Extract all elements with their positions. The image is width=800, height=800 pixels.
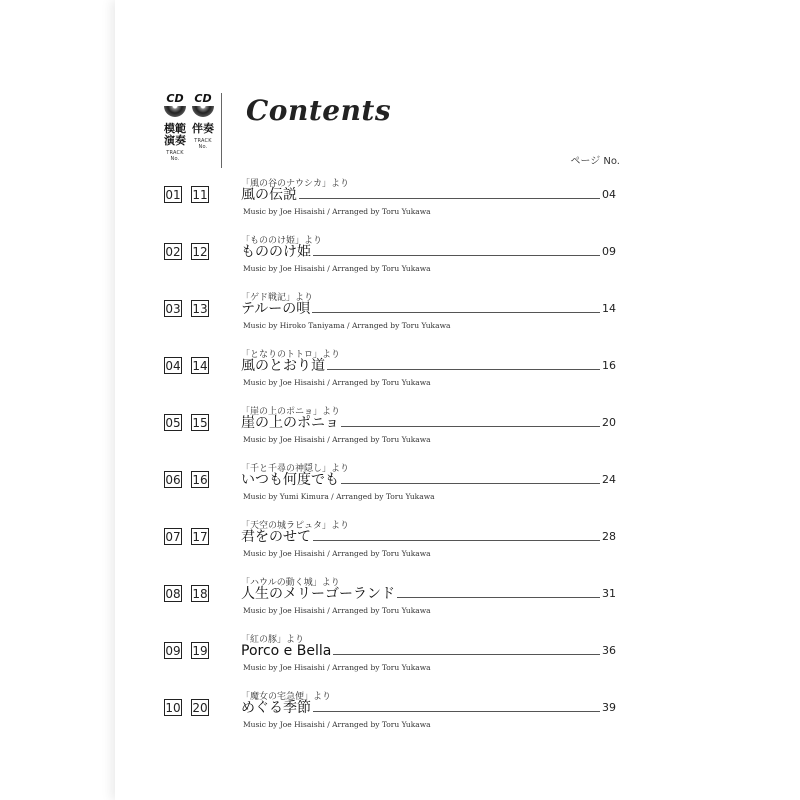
contents-entry[interactable]: [0, 689, 800, 746]
contents-entry[interactable]: [0, 518, 800, 575]
accompaniment-track-number: 15: [192, 416, 208, 430]
leader-line: [341, 426, 600, 427]
accompaniment-track-number: 19: [192, 644, 208, 658]
entry-title-row: [241, 414, 616, 432]
entry-title-row: [241, 300, 616, 318]
entry-title-row: [241, 642, 616, 660]
entry-page-number: 36: [602, 644, 616, 657]
contents-entry[interactable]: [0, 404, 800, 461]
entry-title-row: [241, 699, 616, 717]
demo-track-number: 01: [165, 188, 181, 202]
entry-page-number: 04: [602, 188, 616, 201]
leader-line: [397, 597, 600, 598]
cd-logo: CD: [166, 92, 184, 105]
leader-line: [313, 540, 600, 541]
header-divider: [221, 93, 222, 168]
demo-track-number: 04: [165, 359, 181, 373]
contents-entry[interactable]: [0, 461, 800, 518]
contents-entry[interactable]: [0, 290, 800, 347]
leader-line: [299, 198, 600, 199]
entry-title[interactable]: 人生のメリーゴーランド: [241, 586, 395, 602]
demo-track-number: 09: [165, 644, 181, 658]
entry-page-number: 16: [602, 359, 616, 372]
entry-credit: Music by Joe Hisaishi / Arranged by Toru Yukawa: [243, 207, 431, 216]
demo-track-number: 03: [165, 302, 181, 316]
accompaniment-track-number: 20: [192, 701, 208, 715]
entry-title-row: [241, 243, 616, 261]
entry-page-number: 31: [602, 587, 616, 600]
demo-track-number: 10: [165, 701, 181, 715]
entry-source: 「崖の上のポニョ」より: [241, 407, 341, 417]
entry-title[interactable]: 崖の上のポニョ: [241, 415, 339, 431]
entry-page-number: 28: [602, 530, 616, 543]
leader-line: [327, 369, 600, 370]
cd-logo: CD: [194, 92, 212, 105]
leader-line: [333, 654, 600, 655]
entry-page-number: 09: [602, 245, 616, 258]
contents-entry[interactable]: [0, 347, 800, 404]
entry-credit: Music by Hiroko Taniyama / Arranged by Toru Yukawa: [243, 321, 451, 330]
entry-page-number: 24: [602, 473, 616, 486]
cd-disc-icon: [164, 106, 186, 117]
entry-source: 「もののけ姫」より: [241, 236, 323, 246]
entry-title-row: [241, 585, 616, 603]
leader-line: [341, 483, 600, 484]
contents-entry[interactable]: [0, 233, 800, 290]
entry-source: 「紅の豚」より: [241, 635, 305, 645]
leader-line: [312, 312, 600, 313]
leader-line: [313, 255, 600, 256]
entry-credit: Music by Joe Hisaishi / Arranged by Toru Yukawa: [243, 663, 431, 672]
entry-source: 「ゲド戦記」より: [241, 293, 314, 303]
entry-source: 「風の谷のナウシカ」より: [241, 179, 350, 189]
entry-title[interactable]: めぐる季節: [241, 700, 311, 716]
entry-title[interactable]: 風の伝説: [241, 187, 297, 203]
demo-track-number: 08: [165, 587, 181, 601]
entry-source: 「魔女の宅急便」より: [241, 692, 332, 702]
entry-credit: Music by Joe Hisaishi / Arranged by Toru Yukawa: [243, 549, 431, 558]
entry-title[interactable]: Porco e Bella: [241, 643, 332, 659]
cd-demo-column: [162, 93, 188, 162]
leader-line: [313, 711, 600, 712]
contents-entry[interactable]: [0, 575, 800, 632]
demo-track-number: 02: [165, 245, 181, 259]
page-title: Contents: [246, 94, 392, 127]
entry-title[interactable]: 風のとおり道: [241, 358, 325, 374]
entry-credit: Music by Yumi Kimura / Arranged by Toru Yukawa: [243, 492, 435, 501]
accompaniment-track-number: 18: [192, 587, 208, 601]
contents-entry[interactable]: [0, 632, 800, 689]
page-number-label: ページ No.: [570, 156, 620, 167]
entry-title[interactable]: もののけ姫: [241, 244, 311, 260]
entry-title-row: [241, 357, 616, 375]
entry-title[interactable]: テルーの唄: [241, 301, 311, 317]
cd-track-label: TRACK No.: [194, 138, 212, 150]
demo-track-number: 06: [165, 473, 181, 487]
entry-credit: Music by Joe Hisaishi / Arranged by Toru Yukawa: [243, 720, 431, 729]
cd-track-label: TRACK No.: [166, 150, 184, 162]
cd-kind-label: 伴奏: [192, 122, 214, 135]
demo-track-number: 07: [165, 530, 181, 544]
entry-credit: Music by Joe Hisaishi / Arranged by Toru Yukawa: [243, 264, 431, 273]
entry-page-number: 14: [602, 302, 616, 315]
entry-source: 「天空の城ラピュタ」より: [241, 521, 350, 531]
contents-entry[interactable]: [0, 176, 800, 233]
demo-track-number: 05: [165, 416, 181, 430]
accompaniment-track-number: 11: [192, 188, 208, 202]
entry-page-number: 20: [602, 416, 616, 429]
entry-page-number: 39: [602, 701, 616, 714]
accompaniment-track-number: 13: [192, 302, 208, 316]
entry-source: 「ハウルの動く城」より: [241, 578, 340, 588]
entry-title-row: [241, 528, 616, 546]
entry-source: 「となりのトトロ」より: [241, 350, 341, 360]
entry-title[interactable]: いつも何度でも: [241, 472, 339, 488]
accompaniment-track-number: 17: [192, 530, 208, 544]
entry-credit: Music by Joe Hisaishi / Arranged by Toru Yukawa: [243, 435, 431, 444]
entry-title-row: [241, 186, 616, 204]
cd-kind-label: 模範 演奏: [164, 122, 186, 147]
entry-credit: Music by Joe Hisaishi / Arranged by Toru Yukawa: [243, 378, 431, 387]
cd-accompaniment-column: [190, 93, 216, 150]
entry-title-row: [241, 471, 616, 489]
accompaniment-track-number: 16: [192, 473, 208, 487]
entry-source: 「千と千尋の神隠し」より: [241, 464, 350, 474]
entry-title[interactable]: 君をのせて: [241, 529, 311, 545]
entry-credit: Music by Joe Hisaishi / Arranged by Toru Yukawa: [243, 606, 431, 615]
cd-disc-icon: [192, 106, 214, 117]
accompaniment-track-number: 14: [192, 359, 208, 373]
accompaniment-track-number: 12: [192, 245, 208, 259]
